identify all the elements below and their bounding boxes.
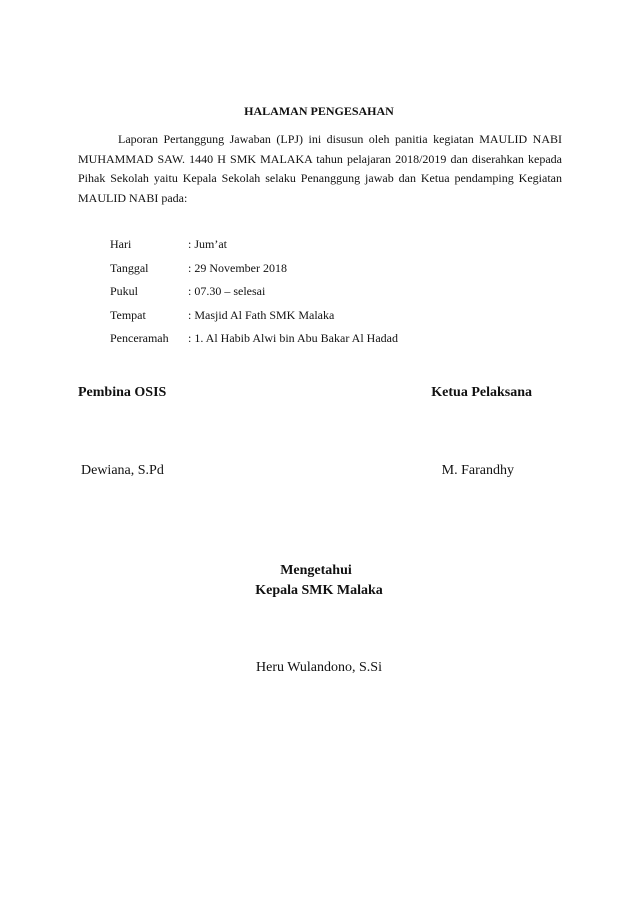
detail-label: Tempat: [110, 307, 146, 322]
right-signatory-name: M. Farandhy: [441, 463, 514, 478]
intro-paragraph: Laporan Pertanggung Jawaban (LPJ) ini disusun oleh panitia kegiatan MAULID NABI MUHAMMAD SAW. 1440 H SMK MALAKA tahun pelajaran 2018/2019 dan diserahkan kepada Pihak Sekolah yaitu Kepala Sekolah selaku Penanggung jawab dan Ketua pendamping Kegiatan MAULID NABI pada:: [78, 132, 562, 205]
principal-name: Heru Wulandono, S.Si: [256, 660, 382, 675]
left-signatory-name: Dewiana, S.Pd: [81, 463, 164, 478]
detail-label: Penceramah: [110, 331, 169, 345]
detail-value: : Masjid Al Fath SMK Malaka: [188, 307, 335, 322]
detail-value: : Jum’at: [188, 237, 227, 251]
detail-row-hari: [110, 237, 398, 261]
left-signatory-title: Pembina OSIS: [78, 385, 167, 400]
detail-label: Pukul: [110, 284, 139, 298]
document-title: HALAMAN PENGESAHAN: [244, 104, 394, 118]
detail-value: : 29 November 2018: [188, 260, 287, 275]
detail-row-penceramah: [110, 331, 398, 355]
detail-label: Tanggal: [110, 260, 149, 275]
detail-value: : 07.30 – selesai: [188, 284, 266, 298]
detail-row-tempat: [110, 308, 398, 332]
detail-row-pukul: [110, 284, 398, 308]
detail-row-tanggal: [110, 261, 398, 285]
event-details: [110, 237, 398, 355]
approval-position: Kepala SMK Malaka: [255, 583, 383, 598]
approval-label: Mengetahui: [280, 563, 352, 578]
detail-value: : 1. Al Habib Alwi bin Abu Bakar Al Hadad: [188, 331, 398, 345]
right-signatory-title: Ketua Pelaksana: [431, 385, 532, 400]
detail-label: Hari: [110, 237, 132, 251]
